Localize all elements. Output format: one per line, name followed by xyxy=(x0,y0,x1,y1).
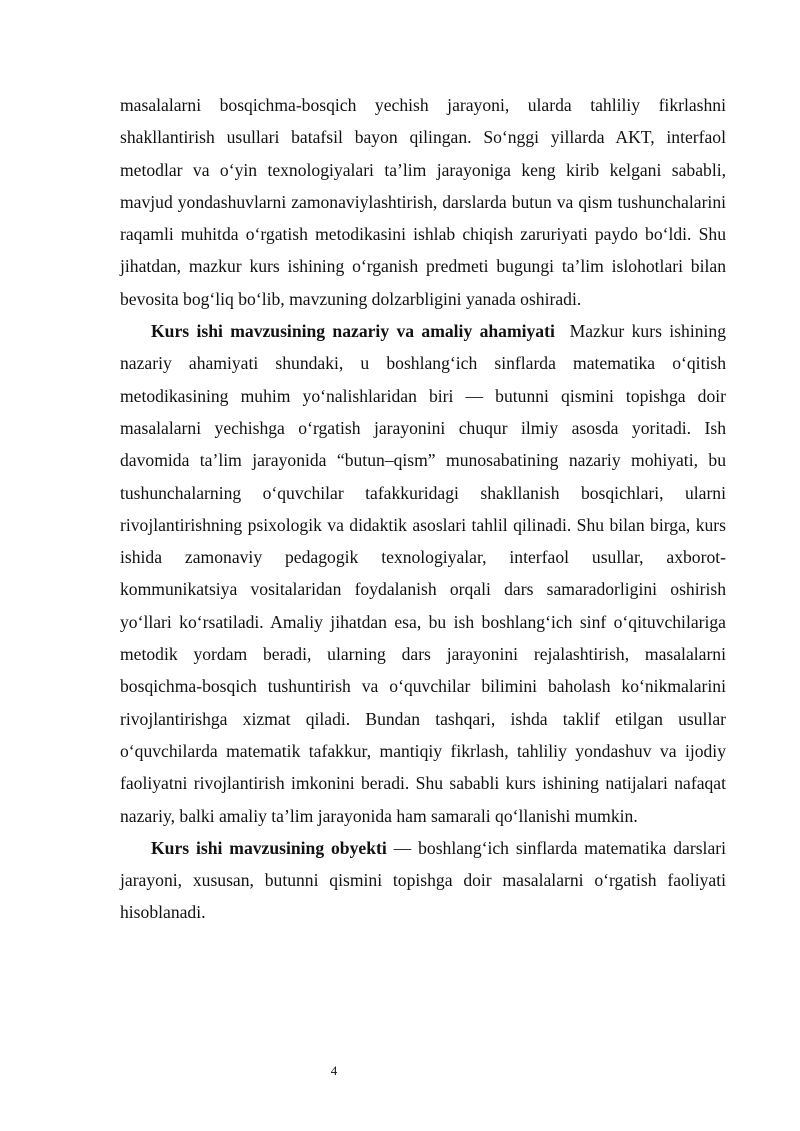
paragraph-continuation: masalalarni bosqichma-bosqich yechish jarayoni, ularda tahliliy fikrlashni shakllantirish usullari batafsil bayon qilingan. So‘nggi yillarda AKT, interfaol metodlar va o‘yin texnologiyalari ta’lim jarayoniga keng kirib kelgani sababli, mavjud yondashuvlarni zamonaviylashtirish, darslarda butun va qism tushunchalarini raqamli muhitda o‘rgatish metodikasini ishlab chiqish zaruriyati paydo bo‘ldi. Shu jihatdan, mazkur kurs ishining o‘rganish predmeti bugungi ta’lim islohotlari bilan bevosita bog‘liq bo‘lib, mavzuning dolzarbligini yanada oshiradi. xyxy=(120,95,726,309)
paragraph-significance xyxy=(120,315,731,832)
object-text: — boshlang‘ich sinflarda matematika darslari jarayoni, xususan, butunni qismini topishga doir masalalarni o‘rgatish faoliyati hisoblanadi. xyxy=(120,837,726,923)
object-heading: Kurs ishi mavzusining obyekti xyxy=(151,837,387,858)
significance-heading: Kurs ishi mavzusining nazariy va amaliy ahamiyati xyxy=(151,321,555,342)
paragraph-object xyxy=(120,832,726,929)
page-number: 4 xyxy=(330,1063,338,1078)
significance-text: Mazkur kurs ishining nazariy ahamiyati shundaki, u boshlang‘ich sinflarda matematika o‘qitish metodikasining muhim yo‘nalishlaridan biri — butunni qismini topishga doir masalalarni yechishga o‘rgatish jarayonini chuqur ilmiy asosda yoritadi. Ish davomida ta’lim jarayonida “butun–qism” munosabatining nazariy mohiyati, bu tushunchalarning o‘quvchilar tafakkuridagi shakllanish bosqichlari, ularni rivojlantirishning psixologik va didaktik asoslari tahlil qilinadi. Shu bilan birga, kurs ishida zamonaviy pedagogik texnologiyalar, interfaol usullar, axborot-kommunikatsiya vositalaridan foydalanish orqali dars samaradorligini oshirish yo‘llari ko‘rsatiladi. Amaliy jihatdan esa, bu ish boshlang‘ich sinf o‘qituvchilariga metodik yordam beradi, ularning dars jarayonini rejalashtirish, masalalarni bosqichma-bosqich tushuntirish va o‘quvchilar bilimini baholash ko‘nikmalarini rivojlantirishga xizmat qiladi. Bundan tashqari, ishda taklif etilgan usullar o‘quvchilarda matematik tafakkur, mantiqiy fikrlash, tahliliy yondashuv va ijodiy faoliyatni rivojlantirish imkonini beradi. Shu sababli kurs ishining natijalari nafaqat nazariy, balki amaliy ta’lim jarayonida ham samarali qo‘llanishi mumkin. xyxy=(120,321,731,826)
document-page xyxy=(120,89,731,929)
